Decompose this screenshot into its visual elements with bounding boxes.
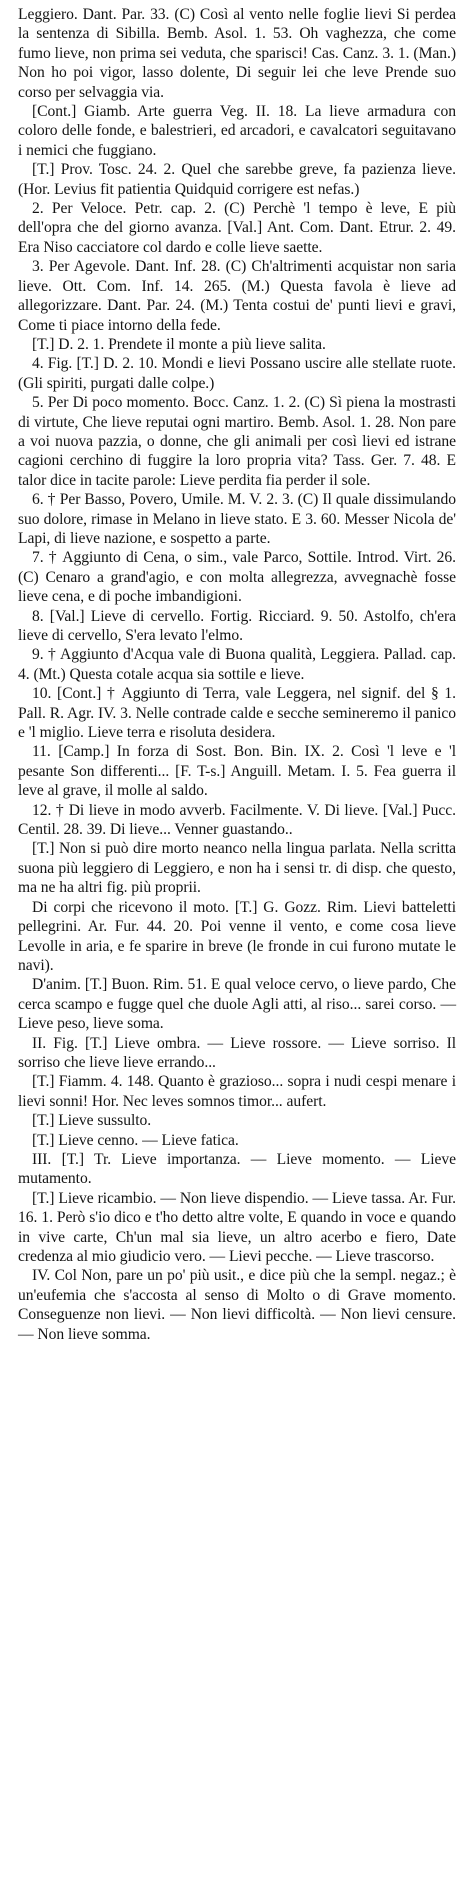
entry-8-cervello: 8. [Val.] Lieve di cervello. Fortig. Ricciard. 9. 50. Astolfo, ch'era lieve di cervello, S'era levato l'elmo. [18,607,456,644]
entry-d-anim: D'anim. [T.] Buon. Rim. 51. E qual veloce cervo, o lieve pardo, Che cerca scampo e fugge quel che duole Agli atti, al riso... sarei corso. — Lieve peso, lieve soma. [18,976,456,1033]
entry-leggiero: Leggiero. Dant. Par. 33. (C) Così al vento nelle foglie lievi Si perdea la sentenza di Sibilla. Bemb. Asol. 1. 53. Oh vaghezza, che come fumo lieve, non prima sei veduta, che sparisci! Cas. Canz. 3. 1. (Man.) Non ho poi vigor, lasso dolente, Di seguir lei che leve Prende suo corso per selvaggia via. [18,6,456,101]
entry-9-acqua: 9. † Aggiunto d'Acqua vale di Buona qualità, Leggiera. Pallad. cap. 4. (Mt.) Questa cotale acqua sia sottile e lieve. [18,646,456,683]
entry-d2-1: [T.] D. 2. 1. Prendete il monte a più lieve salita. [32,335,326,353]
entry-iv-col-non: IV. Col Non, pare un po' più usit., e dice più che la sempl. negaz.; è un'eufemia che s'accosta al senso di Molto o di Grave momento. Conseguenze non lievi. — Non lievi difficoltà. — Non lievi censure. — Non lieve somma. [18,1267,456,1343]
entry-4-fig: 4. Fig. [T.] D. 2. 10. Mondi e lievi Possano uscire alle stellate ruote. (Gli spiriti, purgati dalle colpe.) [18,355,456,392]
entry-sussulto: [T.] Lieve sussulto. [32,1112,152,1130]
entry-ii-fig: II. Fig. [T.] Lieve ombra. — Lieve rossore. — Lieve sorriso. Il sorriso che lieve lieve errando... [18,1034,456,1071]
entry-fiamm: [T.] Fiamm. 4. 148. Quanto è grazioso... sopra i nudi cespi menare i lievi sonni! Hor. Nec leves somnos timor... aufert. [18,1073,456,1110]
entry-iii-tr: III. [T.] Tr. Lieve importanza. — Lieve momento. — Lieve mutamento. [18,1150,456,1188]
entry-note-lingua: [T.] Non si può dire morto neanco nella lingua parlata. Nella scritta suona più leggiero di Leggiero, e non ha i sensi tr. di disp. che questo, ma ne ha altri fig. più proprii. [18,840,456,897]
entry-2-veloce: 2. Per Veloce. Petr. cap. 2. (C) Perchè 'l tempo è leve, E più dell'opra che del giorno avanza. [Val.] Ant. Com. Dant. Etrur. 2. 49. Era Niso cacciatore col dardo e colle lieve saette. [18,200,456,256]
entry-10-terra: 10. [Cont.] † Aggiunto di Terra, vale Leggera, nel signif. del § 1. Pall. R. Agr. IV. 3. Nelle contrade calde e secche semineremo il panico e 'l miglio. Lieve terra e risoluta desidera. [18,685,456,742]
entry-ricambio: [T.] Lieve ricambio. — Non lieve dispendio. — Lieve tassa. Ar. Fur. 16. 1. Però s'io dico e t'ho detto altre volte, E quando in voce e quando in vive carte, Ch'un mal sia lieve, un altro acerbo e fiero, Date credenza al mio giudicio vero. — Lievi pecche. — Lieve trascorso. [18,1189,456,1265]
entry-6-basso: 6. † Per Basso, Povero, Umile. M. V. 2. 3. (C) Il quale dissimulando suo dolore, rimase in Melano in lieve stato. E 3. 60. Messer Nicola de' Lapi, di lieve nazione, e sospetto a parte. [18,491,456,547]
entry-11-sost: 11. [Camp.] In forza di Sost. Bon. Bin. IX. 2. Così 'l leve e 'l pesante Son differenti... [F. T-s.] Anguill. Metam. I. 5. Fea guerra il leve al grave, il molle al saldo. [18,743,456,800]
entry-di-corpi: Di corpi che ricevono il moto. [T.] G. Gozz. Rim. Lievi batteletti pellegrini. Ar. Fur. 44. 20. Poi venne il vento, e come cosa lieve Levolle in aria, e fe sparire in breve (le fronde in cui furono mutate le navi). [18,898,456,974]
entry-7-cena: 7. † Aggiunto di Cena, o sim., vale Parco, Sottile. Introd. Virt. 26. (C) Cenaro a grand'agio, e con molta allegrezza, avvegnachè fosse lieve cena, e di poche imbandigioni. [18,549,456,606]
entry-5-poco-momento: 5. Per Di poco momento. Bocc. Canz. 1. 2. (C) Sì piena la mostrasti di virtute, Che lieve reputai ogni martiro. Bemb. Asol. 1. 28. Non pare a voi nuova pazzia, o donne, che gli animali per così lievi ed istrane cagioni cerchino di fuggire la loro propria vita? Tass. Ger. 7. 48. E talor dice in tacite parole: Lieve perdita fia perder il sole. [18,394,456,489]
entry-prov-tosc: [T.] Prov. Tosc. 24. 2. Quel che sarebbe greve, fa pazienza lieve. (Hor. Levius fit patientia Quidquid corrigere est nefas.) [18,161,456,198]
entry-12-di-lieve: 12. † Di lieve in modo avverb. Facilmente. V. Di lieve. [Val.] Pucc. Centil. 28. 39. Di lieve... Venner guastando.. [18,801,456,839]
entry-3-agevole: 3. Per Agevole. Dant. Inf. 28. (C) Ch'altrimenti acquistar non saria lieve. Ott. Com. Inf. 14. 265. (M.) Questa favola è lieve ad allegorizzare. Dant. Par. 24. (M.) Tenta costui de' punti lievi e gravi, Come ti piace intorno della fede. [18,258,456,334]
entry-cont-giamb: [Cont.] Giamb. Arte guerra Veg. II. 18. La lieve armadura con coloro delle fonde, e balestrieri, ed arcadori, e cavalcatori seguitavano i nemici che fuggiano. [18,103,456,159]
entry-cenno: [T.] Lieve cenno. — Lieve fatica. [32,1131,239,1149]
